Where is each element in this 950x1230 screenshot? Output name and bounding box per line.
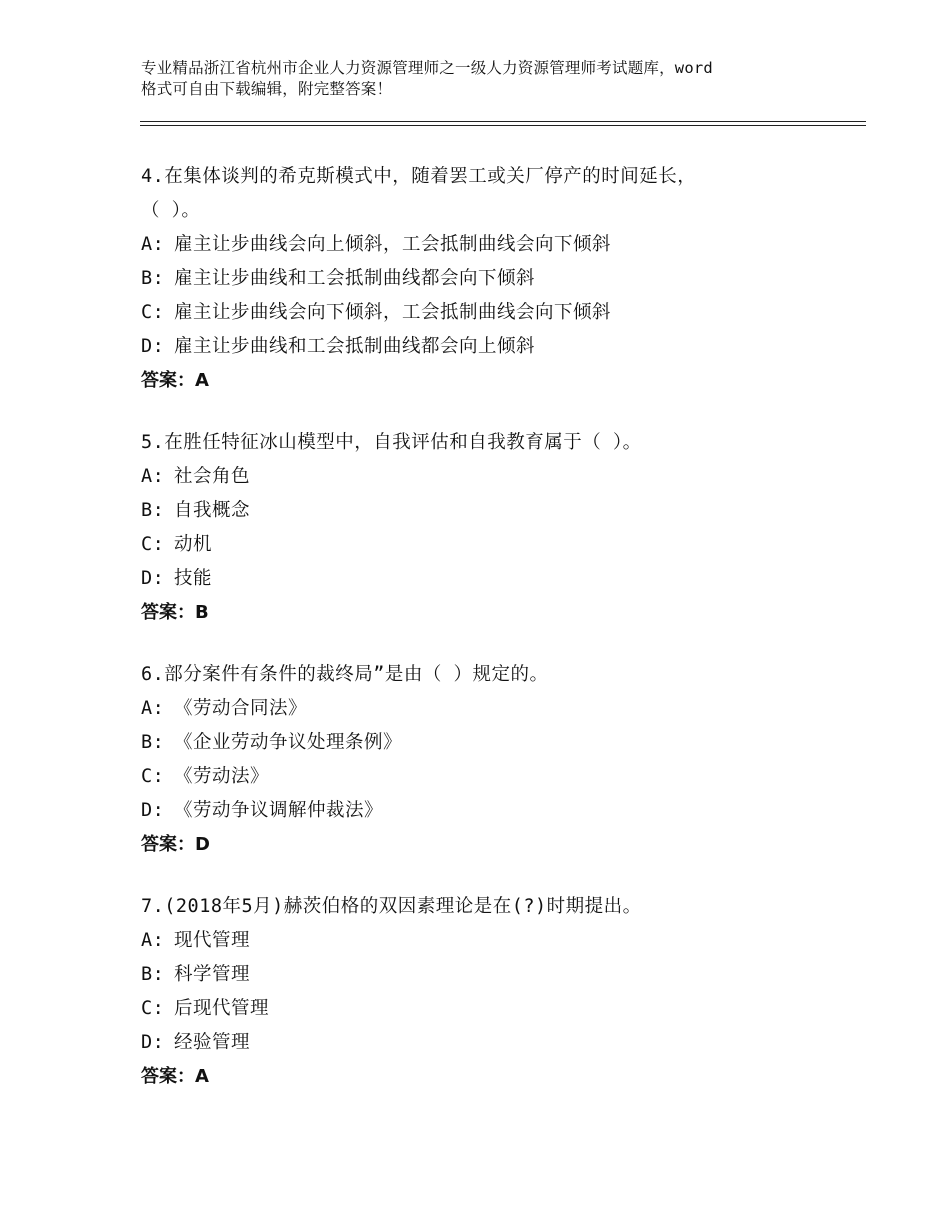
answer-line: 答案：B [141,602,209,623]
option-label: B: [141,732,165,753]
option-label: D: [141,568,165,589]
question-6 [141,658,871,862]
option-label: C: [141,302,165,323]
option-text: 雇主让步曲线会向上倾斜，工会抵制曲线会向下倾斜 [174,234,612,255]
header-divider-top [140,121,866,122]
option-text: 科学管理 [174,964,251,985]
option-d [141,562,871,596]
option-a [141,692,871,726]
answer-line: 答案：A [141,1066,209,1087]
option-label: C: [141,534,165,555]
answer-line: 答案：D [141,834,210,855]
option-c [141,528,871,562]
option-text: 《企业劳动争议处理条例》 [174,732,403,753]
option-b [141,262,871,296]
option-label: D: [141,1032,165,1053]
header-line-1: 专业精品浙江省杭州市企业人力资源管理师之一级人力资源管理师考试题库，word [141,59,713,77]
option-label: D: [141,800,165,821]
question-stem: 6.部分案件有条件的裁终局”是由（ ）规定的。 [141,664,549,685]
option-text: 雇主让步曲线会向下倾斜，工会抵制曲线会向下倾斜 [174,302,612,323]
question-stem: 5.在胜任特征冰山模型中，自我评估和自我教育属于（ ）。 [141,432,642,453]
option-a [141,228,871,262]
question-5 [141,426,871,630]
option-label: D: [141,336,165,357]
option-label: A: [141,698,165,719]
option-text: 现代管理 [174,930,251,951]
answer-line: 答案：A [141,370,209,391]
option-text: 动机 [174,534,213,555]
question-list [141,160,871,1122]
option-label: C: [141,766,165,787]
option-label: B: [141,500,165,521]
question-7 [141,890,871,1094]
option-a [141,924,871,958]
option-d [141,330,871,364]
option-text: 自我概念 [174,500,251,521]
question-4 [141,160,871,398]
option-text: 《劳动法》 [174,766,270,787]
option-text: 社会角色 [174,466,251,487]
option-d [141,1026,871,1060]
question-stem-continued: （ ）。 [141,200,201,221]
option-c [141,992,871,1026]
option-b [141,958,871,992]
option-text: 雇主让步曲线和工会抵制曲线都会向上倾斜 [174,336,536,357]
option-label: B: [141,268,165,289]
option-b [141,494,871,528]
option-c [141,760,871,794]
header-line-2: 格式可自由下载编辑，附完整答案！ [141,80,393,98]
header-divider-bottom [140,125,866,126]
option-label: A: [141,466,165,487]
option-text: 雇主让步曲线和工会抵制曲线都会向下倾斜 [174,268,536,289]
option-c [141,296,871,330]
option-text: 《劳动争议调解仲裁法》 [174,800,384,821]
option-text: 经验管理 [174,1032,251,1053]
option-label: C: [141,998,165,1019]
option-text: 技能 [174,568,213,589]
option-label: A: [141,930,165,951]
option-d [141,794,871,828]
option-text: 《劳动合同法》 [174,698,308,719]
question-stem: 7.(2018年5月)赫茨伯格的双因素理论是在(?)时期提出。 [141,896,642,917]
option-b [141,726,871,760]
question-stem: 4.在集体谈判的希克斯模式中，随着罢工或关厂停产的时间延长， [141,166,697,187]
option-text: 后现代管理 [174,998,270,1019]
option-a [141,460,871,494]
option-label: B: [141,964,165,985]
option-label: A: [141,234,165,255]
document-header [141,58,841,100]
